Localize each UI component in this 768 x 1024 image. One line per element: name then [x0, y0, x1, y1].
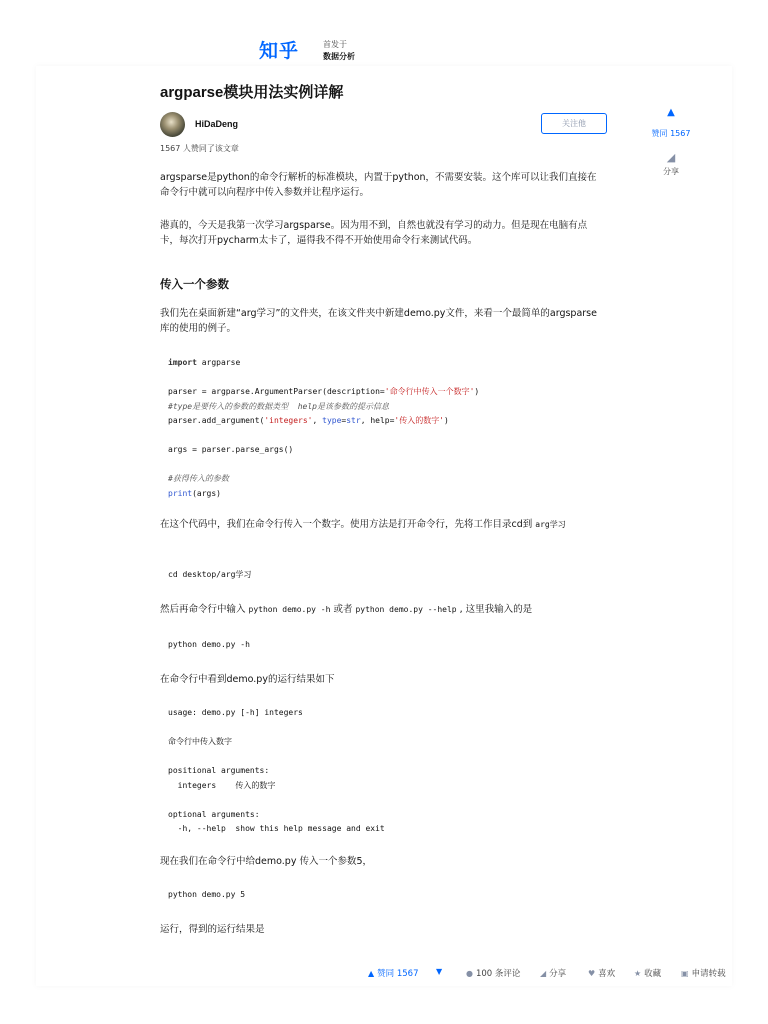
inline-code: arg学习 — [535, 520, 566, 529]
code-token: optional arguments: — [168, 809, 260, 819]
code-token: usage: demo.py [-h] integers — [168, 708, 303, 717]
favorite-label: 收藏 — [644, 969, 662, 979]
author-info — [160, 112, 238, 136]
code-string: 'integers' — [264, 416, 313, 425]
code-token: ) — [444, 416, 449, 425]
paragraph — [160, 517, 566, 532]
column-info — [323, 39, 355, 63]
vote-button[interactable] — [368, 967, 419, 979]
code-token: integers 传入的数字 — [168, 780, 276, 790]
downvote-icon: ▼ — [436, 967, 443, 976]
code-token: args = parser.parse_args() — [168, 445, 294, 454]
vote-label: 赞同 1567 — [377, 969, 419, 979]
paragraph: 运行，得到的运行结果是 — [160, 924, 265, 935]
section-heading: 传入一个参数 — [160, 277, 229, 291]
code-token: 命令行中传入数字 — [168, 737, 232, 746]
code-token: positional arguments: — [168, 766, 270, 775]
code-token: type — [322, 416, 342, 425]
paragraph: 在命令行中看到demo.py的运行结果如下 — [160, 674, 335, 685]
author-name-link[interactable]: HiDaDeng — [195, 119, 239, 129]
code-block — [160, 706, 385, 837]
code-token: parser.add_argument( — [168, 416, 265, 425]
share-button[interactable]: 分享 — [663, 167, 679, 176]
inline-code: python demo.py --help — [355, 605, 457, 614]
column-name-link[interactable]: 数据分析 — [323, 52, 355, 61]
paragraph: argsparse是python的命令行解析的标准模块，内置于python，不需要安装。这个库可以让我们直接在命令行中就可以向程序中传入参数并让程序运行。 — [160, 172, 597, 198]
article-title: argparse模块用法实例详解 — [160, 84, 344, 101]
side-actions — [645, 107, 697, 177]
share-icon: ◢ — [540, 968, 547, 978]
paragraph-text: 或者 — [330, 604, 356, 615]
code-token: print — [168, 488, 193, 498]
code-token: (args) — [192, 488, 221, 498]
likes-count-text: 1567 人赞同了该文章 — [160, 144, 239, 153]
code-block: python demo.py 5 — [168, 890, 246, 899]
comments-button[interactable] — [466, 967, 520, 979]
code-token: , — [312, 416, 323, 425]
code-block: python demo.py -h — [168, 640, 250, 649]
code-string: '传入的数字' — [394, 416, 445, 425]
favorite-button[interactable] — [634, 967, 661, 979]
comment-icon: ● — [466, 968, 473, 978]
upvote-arrow-icon[interactable]: ▲ — [667, 107, 675, 118]
reprint-button[interactable] — [681, 967, 726, 979]
paragraph-text: 然后再命令行中输入 — [160, 604, 249, 615]
code-token: = — [341, 416, 347, 425]
code-comment: #type是要传入的参数的数据类型 help是该参数的提示信息 — [168, 401, 389, 411]
code-string: '命令行中传入一个数字' — [384, 387, 475, 396]
downvote-button[interactable] — [436, 967, 445, 976]
upvote-icon: ▲ — [368, 968, 375, 978]
top-header — [0, 0, 768, 66]
code-token: ) — [474, 387, 480, 396]
paragraph-text: 在这个代码中，我们在命令行传入一个数字。使用方法是打开命令行，先将工作目录cd到 — [160, 519, 536, 530]
follow-button[interactable]: 关注他 — [541, 113, 607, 134]
share-bottom-label: 分享 — [549, 969, 567, 979]
reprint-icon: ▣ — [681, 968, 689, 978]
published-in-label: 首发于 — [323, 40, 347, 49]
like-button[interactable] — [588, 967, 615, 979]
code-block: cd desktop/arg学习 — [168, 570, 252, 579]
code-block — [160, 356, 479, 501]
code-token: str — [346, 416, 361, 425]
upvote-button[interactable]: 赞同 1567 — [651, 129, 691, 138]
paragraph: 现在我们在命令行中给demo.py 传入一个参数5， — [160, 856, 373, 867]
code-token: , help= — [360, 416, 395, 425]
code-token: argparse — [196, 358, 241, 367]
comments-label: 100 条评论 — [475, 969, 521, 979]
paragraph: 我们先在桌面新建“arg学习”的文件夹，在该文件夹中新建demo.py文件，来看一个最简单的argsparse库的使用的例子。 — [160, 308, 597, 334]
paragraph — [160, 602, 532, 617]
share-bottom-button[interactable] — [540, 967, 566, 979]
star-icon: ★ — [634, 968, 642, 978]
code-token: parser = argparse.ArgumentParser(description= — [168, 387, 385, 396]
inline-code: python demo.py -h — [248, 605, 331, 614]
share-icon[interactable]: ◢ — [666, 151, 676, 164]
paragraph: 港真的，今天是我第一次学习argsparse。因为用不到，自然也就没有学习的动力。但是现在电脑有点卡，每次打开pycharm太卡了，逼得我不得不开始使用命令行来测试代码。 — [160, 220, 588, 246]
code-comment: #获得传入的参数 — [168, 474, 229, 483]
avatar[interactable] — [160, 112, 185, 137]
reprint-label: 申请转载 — [691, 969, 726, 979]
heart-icon: ♥ — [588, 968, 596, 978]
like-label: 喜欢 — [598, 969, 616, 979]
code-token: import — [168, 358, 197, 367]
zhihu-logo[interactable]: 知乎 — [259, 40, 300, 62]
code-token: -h, --help show this help message and exit — [168, 824, 385, 833]
paragraph-text: , 这里我输入的是 — [456, 604, 533, 615]
